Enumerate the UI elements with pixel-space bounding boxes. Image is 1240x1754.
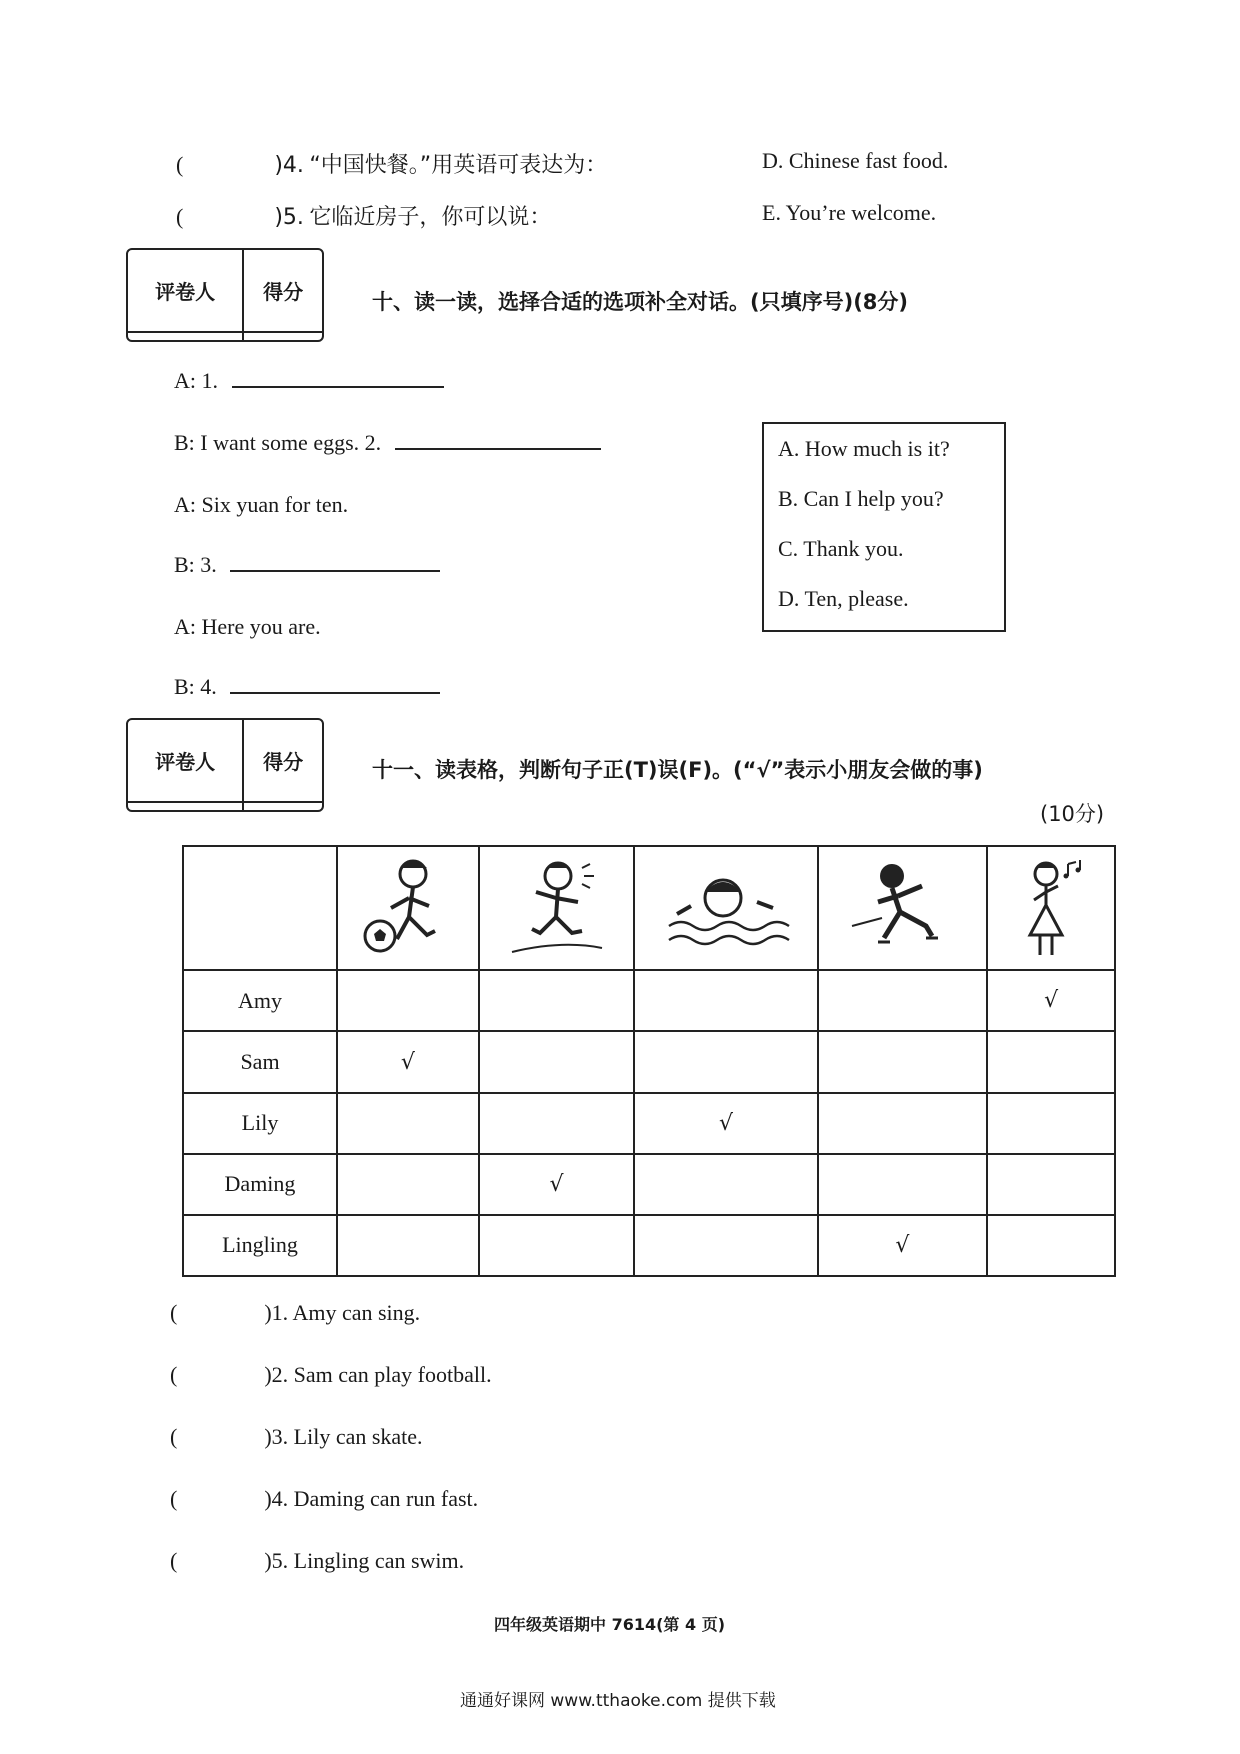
check-mark: √ (479, 1154, 635, 1215)
paren-open: ( (170, 1362, 178, 1387)
grader-box-section11 (126, 718, 324, 812)
table-cell (634, 1215, 817, 1276)
dialogue-line-4 (174, 552, 440, 578)
table-cell (337, 1215, 479, 1276)
table-row (183, 1093, 1115, 1154)
score-cell[interactable] (243, 802, 322, 810)
paren-open: ( (170, 1424, 178, 1449)
dialogue-line-6 (174, 674, 440, 700)
statement-text: )1. Amy can sing. (264, 1300, 421, 1325)
dialogue-text: B: 4. (174, 674, 217, 699)
check-mark: √ (987, 970, 1115, 1031)
table-cell (479, 1093, 635, 1154)
child-name: Sam (183, 1031, 337, 1092)
grader-label: 评卷人 (128, 720, 243, 802)
table-row (183, 970, 1115, 1031)
answer-option-e: E. You’re welcome. (762, 200, 937, 225)
table-cell (634, 1031, 817, 1092)
table-cell (818, 970, 987, 1031)
activity-table (182, 845, 1116, 1277)
statement-4 (170, 1486, 478, 1512)
child-name: Daming (183, 1154, 337, 1215)
table-cell (818, 1154, 987, 1215)
dialogue-text: A: 1. (174, 368, 218, 393)
table-row (183, 1154, 1115, 1215)
table-cell (818, 1093, 987, 1154)
table-cell (337, 970, 479, 1031)
singing-icon (1006, 854, 1096, 962)
table-cell (479, 1215, 635, 1276)
statement-3 (170, 1424, 423, 1450)
score-label: 得分 (243, 250, 322, 332)
statement-text: )5. Lingling can swim. (264, 1548, 465, 1573)
download-credit: 通通好课网 www.tthaoke.com 提供下载 (460, 1691, 776, 1711)
statement-text: )3. Lily can skate. (264, 1424, 423, 1449)
page-footer: 四年级英语期中 7614(第 4 页) (494, 1615, 726, 1634)
dialogue-line-2 (174, 430, 601, 456)
table-cell (337, 1154, 479, 1215)
answer-blank-2[interactable] (395, 448, 601, 450)
prev-item-4 (176, 148, 607, 179)
item-number: )4. (274, 153, 304, 178)
grader-box-section10 (126, 248, 324, 342)
child-name: Lingling (183, 1215, 337, 1276)
table-row (183, 1031, 1115, 1092)
check-mark: √ (634, 1093, 817, 1154)
options-box (762, 422, 1006, 632)
dialogue-line-3: A: Six yuan for ten. (174, 492, 349, 517)
grader-label: 评卷人 (128, 250, 243, 332)
check-mark: √ (818, 1215, 987, 1276)
paren-open: ( (170, 1486, 178, 1511)
table-row (183, 1215, 1115, 1276)
grader-cell[interactable] (128, 802, 243, 810)
statement-text: )4. Daming can run fast. (264, 1486, 479, 1511)
child-name: Lily (183, 1093, 337, 1154)
running-icon (502, 856, 612, 960)
prev-item-5 (176, 200, 551, 231)
table-cell (987, 1215, 1115, 1276)
table-cell (634, 1154, 817, 1215)
section10-title: 十、读一读，选择合适的选项补全对话。(只填序号)(8分) (372, 290, 909, 314)
dialogue-text: B: 3. (174, 552, 217, 577)
child-name: Amy (183, 970, 337, 1031)
score-cell[interactable] (243, 332, 322, 340)
paren-open: ( (170, 1548, 178, 1573)
statement-2 (170, 1362, 492, 1388)
swimming-icon (661, 856, 791, 960)
option-b: B. Can I help you? (778, 486, 944, 511)
table-cell (337, 1093, 479, 1154)
activity-cell (337, 846, 479, 970)
option-d: D. Ten, please. (778, 586, 909, 611)
score-label: 得分 (243, 720, 322, 802)
corner-cell (183, 846, 337, 970)
activity-cell (987, 846, 1115, 970)
option-c: C. Thank you. (778, 536, 904, 561)
answer-blank-3[interactable] (230, 570, 440, 572)
dialogue-line-5: A: Here you are. (174, 614, 321, 639)
table-cell (987, 1154, 1115, 1215)
statement-5 (170, 1548, 464, 1574)
paren-open: ( (176, 152, 184, 177)
grader-cell[interactable] (128, 332, 243, 340)
table-cell (479, 970, 635, 1031)
table-cell (479, 1031, 635, 1092)
dialogue-line-1 (174, 368, 444, 394)
dialogue-text: B: I want some eggs. 2. (174, 430, 382, 455)
option-a: A. How much is it? (778, 436, 950, 461)
answer-option-d: D. Chinese fast food. (762, 148, 949, 173)
activity-cell (479, 846, 635, 970)
paren-open: ( (176, 204, 184, 229)
table-cell (634, 970, 817, 1031)
table-cell (987, 1093, 1115, 1154)
answer-blank-1[interactable] (232, 386, 444, 388)
question-text: 它临近房子，你可以说： (309, 205, 552, 230)
answer-blank-4[interactable] (230, 692, 440, 694)
skating-icon (842, 856, 962, 960)
paren-open: ( (170, 1300, 178, 1325)
football-icon (358, 856, 458, 960)
section11-score: (10分) (1040, 802, 1105, 826)
check-mark: √ (337, 1031, 479, 1092)
table-cell (987, 1031, 1115, 1092)
question-text: “中国快餐。”用英语可表达为： (309, 153, 608, 178)
table-cell (818, 1031, 987, 1092)
activity-cell (634, 846, 817, 970)
table-header-row (183, 846, 1115, 970)
item-number: )5. (274, 205, 304, 230)
activity-cell (818, 846, 987, 970)
section11-title: 十一、读表格，判断句子正(T)误(F)。(“√”表示小朋友会做的事) (372, 758, 983, 782)
statement-1 (170, 1300, 420, 1326)
statement-text: )2. Sam can play football. (264, 1362, 492, 1387)
